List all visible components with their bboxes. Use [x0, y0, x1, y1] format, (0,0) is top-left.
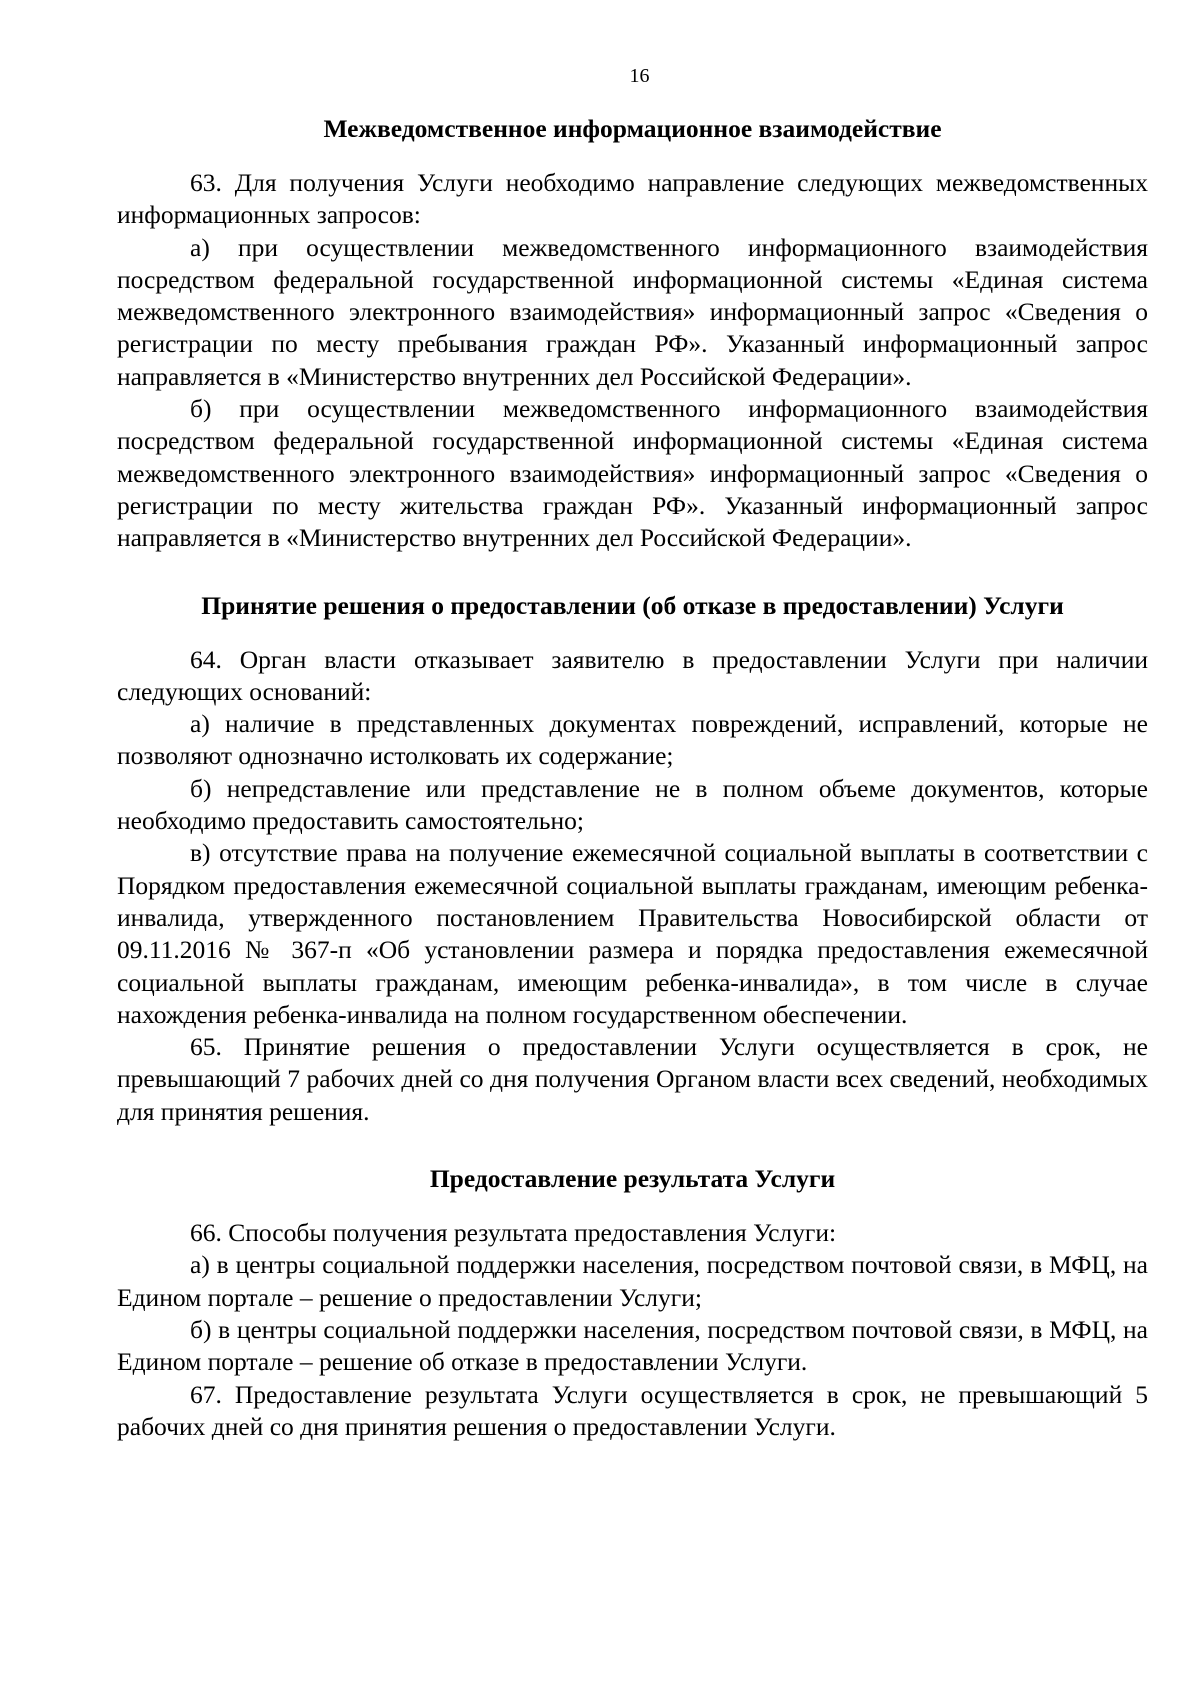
- paragraph-64: 64. Орган власти отказывает заявителю в предоставлении Услуги при наличии следующих оснований:: [117, 644, 1148, 706]
- paragraph-63: 63. Для получения Услуги необходимо направление следующих межведомственных информационных запросов:: [117, 168, 1148, 230]
- section-heading-result: Предоставление результата Услуги: [429, 1164, 836, 1194]
- paragraph-65: 65. Принятие решения о предоставлении Услуги осуществляется в срок, не превышающий 7 рабочих дней со дня получения Органом власти всех сведений, необходимых для принятия решения.: [117, 1032, 1148, 1126]
- document-page: [117, 64, 1148, 1443]
- paragraph-63-a: а) при осуществлении межведомственного информационного взаимодействия посредством федеральной государственной информационной системы «Единая система межведомственного электронного взаимодействия» информационный запрос «Сведения о регистрации по месту пребывания граждан РФ». Указанный информационный запрос направляется в «Министерство внутренних дел Российской Федерации».: [117, 232, 1148, 391]
- paragraph-67: 67. Предоставление результата Услуги осуществляется в срок, не превышающий 5 рабочих дней со дня принятия решения о предоставлении Услуги.: [117, 1379, 1148, 1441]
- paragraph-64-a: а) наличие в представленных документах повреждений, исправлений, которые не позволяют однозначно истолковать их содержание;: [117, 709, 1148, 771]
- paragraph-63-b: б) при осуществлении межведомственного информационного взаимодействия посредством федеральной государственной информационной системы «Единая система межведомственного электронного взаимодействия» информационный запрос «Сведения о регистрации по месту жительства граждан РФ». Указанный информационный запрос направляется в «Министерство внутренних дел Российской Федерации».: [117, 394, 1148, 553]
- paragraph-66-a: а) в центры социальной поддержки населения, посредством почтовой связи, в МФЦ, на Едином портале – решение о предоставлении Услуги;: [117, 1250, 1148, 1312]
- paragraph-64-c: в) отсутствие права на получение ежемесячной социальной выплаты в соответствии с Порядком предоставления ежемесячной социальной выплаты гражданам, имеющим ребенка-инвалида, утвержденного постановлением Правительства Новосибирской области от 09.11.2016 № 367-п «Об установлении размера и порядка предоставления ежемесячной социальной выплаты гражданам, имеющим ребенка-инвалида», в том числе в случае нахождения ребенка-инвалида на полном государственном обеспечении.: [117, 838, 1148, 1029]
- section-heading-interagency: Межведомственное информационное взаимодействие: [323, 114, 942, 143]
- paragraph-66-b: б) в центры социальной поддержки населения, посредством почтовой связи, в МФЦ, на Едином портале – решение об отказе в предоставлении Услуги.: [117, 1314, 1148, 1377]
- section-heading-decision: Принятие решения о предоставлении (об отказе в предоставлении) Услуги: [201, 590, 1064, 620]
- paragraph-66: 66. Способы получения результата предоставления Услуги:: [190, 1218, 837, 1248]
- paragraph-64-b: б) непредставление или представление не в полном объеме документов, которые необходимо предоставить самостоятельно;: [117, 773, 1148, 836]
- page-number: 16: [629, 65, 650, 87]
